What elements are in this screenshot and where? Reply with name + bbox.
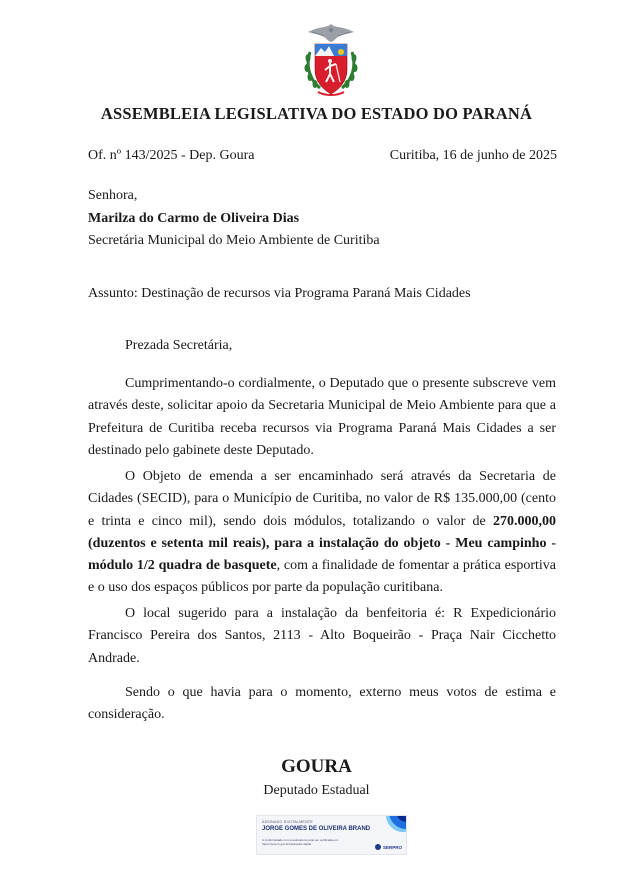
p2-text-b: , com a finalidade de fomentar a prática esportiva e o uso dos espaços públicos por parte da população curitibana. bbox=[88, 558, 556, 596]
salutation: Senhora, bbox=[88, 188, 138, 203]
parana-coat-of-arms-icon bbox=[300, 22, 362, 100]
stamp-decoration-icon bbox=[386, 815, 407, 832]
p2-bold-text: 270.000,00 (duzentos e setenta mil reais), para a instalação do objeto - Meu campinho - módulo 1/2 quadra de basquete bbox=[88, 513, 556, 574]
body-paragraph-1: Cumprimentando-o cordialmente, o Deputado que o presente subscreve vem através deste, solicitar apoio da Secretaria Municipal de Meio Ambiente para que a Prefeitura de Curitiba receba recursos via Programa Paraná Mais Cidades a ser destinado pelo gabinete deste Deputado. bbox=[88, 376, 556, 458]
greeting: Prezada Secretária, bbox=[125, 338, 233, 353]
signatory-name: GOURA bbox=[281, 756, 352, 777]
addressee-name: Marilza do Carmo de Oliveira Dias bbox=[88, 210, 300, 226]
addressee-block bbox=[88, 185, 380, 253]
institution-title: ASSEMBLEIA LEGISLATIVA DO ESTADO DO PARANÁ bbox=[100, 104, 533, 123]
office-number: Of. nº 143/2025 - Dep. Goura bbox=[88, 148, 255, 163]
p2-text-a: O Objeto de emenda a ser encaminhado será através da Secretaria de Cidades (SECID), para o Município de Curitiba, no valor de R$ 135.000,00 (cento e trinta e cinco mil), sendo dois módulos, totalizando o valor de bbox=[88, 469, 556, 529]
serpro-logo-text: SERPRO bbox=[382, 844, 402, 850]
digital-signature-stamp bbox=[256, 815, 407, 855]
serpro-logo-icon bbox=[375, 844, 381, 850]
signatory-role: Deputado Estadual bbox=[263, 783, 370, 798]
body-paragraph-3: O local sugerido para a instalação da benfeitoria é: R Expedicionário Francisco Pereira dos Santos, 2113 - Alto Boqueirão - Praça Nair Cicchetto Andrade. bbox=[88, 606, 556, 666]
serpro-logo bbox=[375, 844, 402, 850]
stamp-signer: JORGE GOMES DE OLIVEIRA BRAND bbox=[262, 826, 371, 832]
addressee-title: Secretária Municipal do Meio Ambiente de Curitiba bbox=[88, 233, 380, 248]
place-date: Curitiba, 16 de junho de 2025 bbox=[389, 148, 557, 163]
body-paragraph-2 bbox=[88, 466, 556, 600]
stamp-note: A conformidade com a assinatura pode ser verificada em: https://serpro.gov.br/assinador-digital bbox=[262, 838, 339, 846]
subject-line: Assunto: Destinação de recursos via Programa Paraná Mais Cidades bbox=[88, 286, 471, 301]
reference-line bbox=[88, 148, 557, 164]
body-paragraph-4: Sendo o que havia para o momento, externo meus votos de estima e consideração. bbox=[88, 685, 556, 723]
stamp-label: ASSINADO DIGITALMENTE bbox=[262, 820, 313, 824]
